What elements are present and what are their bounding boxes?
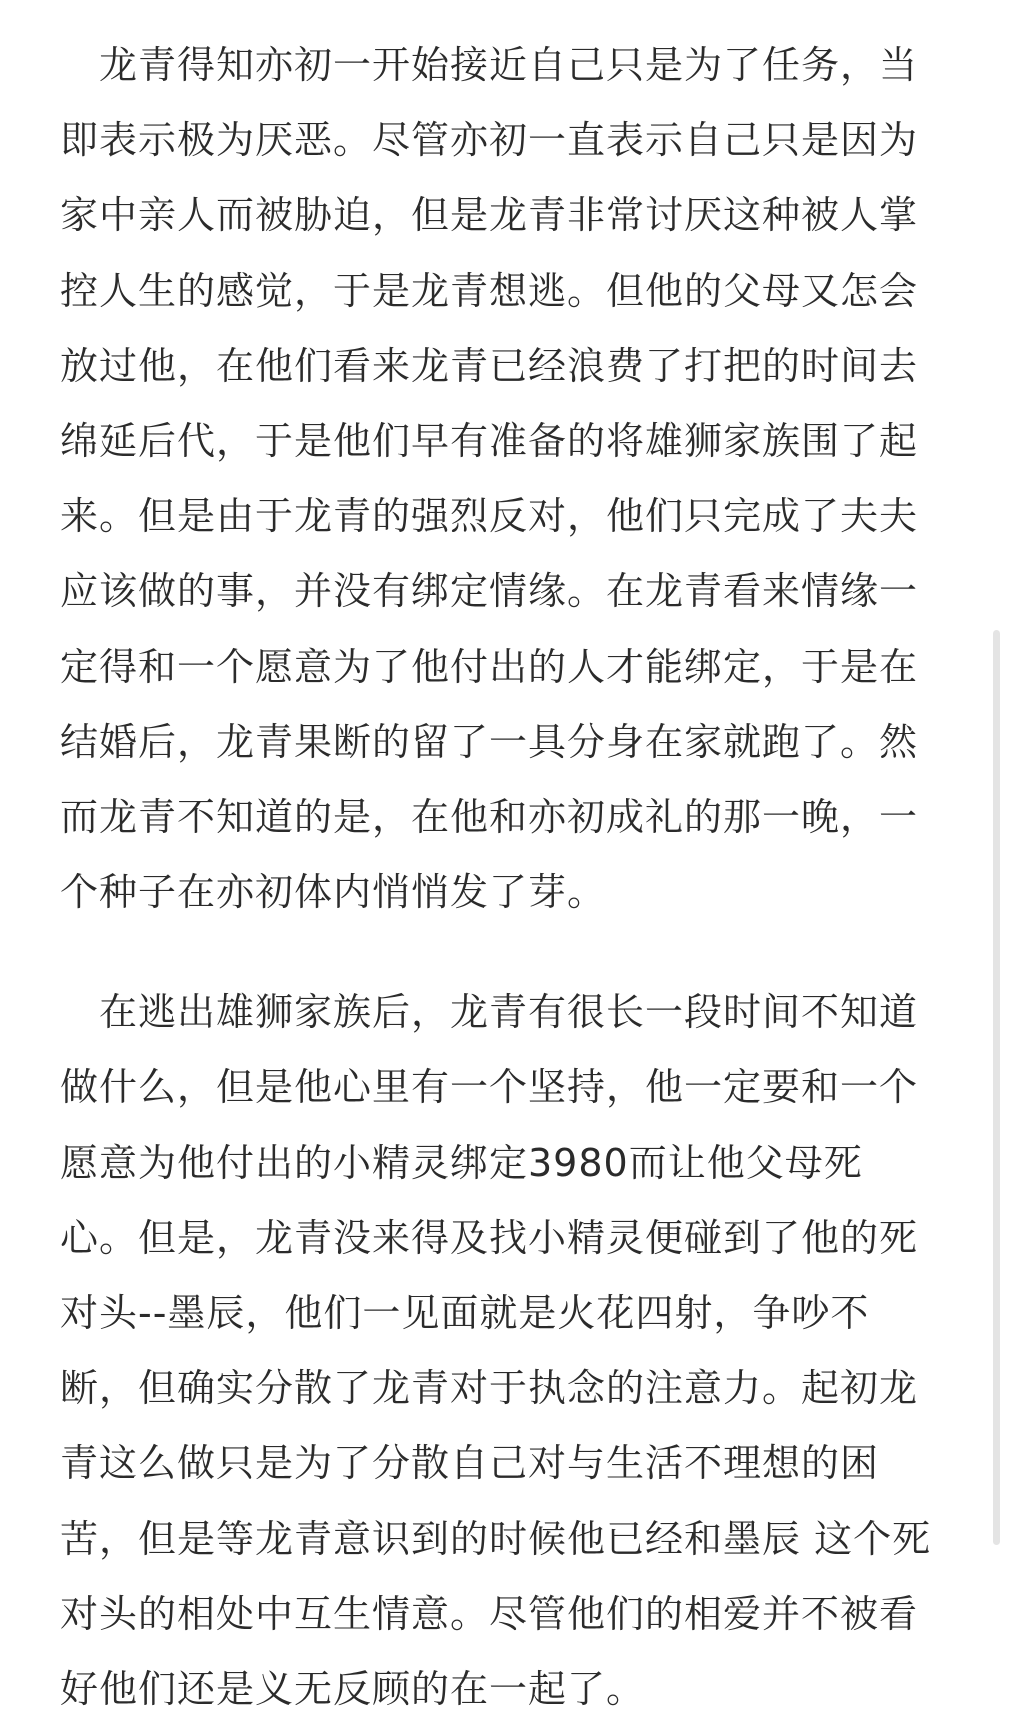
text-line: 绵延后代，于是他们早有准备的将雄狮家族围了起	[60, 418, 919, 463]
paragraph-2	[60, 975, 960, 1727]
text-line: 好他们还是义无反顾的在一起了。	[60, 1666, 646, 1711]
article-body	[60, 28, 960, 1727]
text-line: 对头的相处中互生情意。尽管他们的相爱并不被看	[60, 1591, 919, 1636]
text-line: 断，但确实分散了龙青对于执念的注意力。起初龙	[60, 1366, 919, 1411]
text-line: 心。但是，龙青没来得及找小精灵便碰到了他的死	[60, 1215, 919, 1260]
text-line: 个种子在亦初体内悄悄发了芽。	[60, 870, 607, 915]
text-line: 即表示极为厌恶。尽管亦初一直表示自己只是因为	[60, 118, 919, 163]
text-line: 放过他，在他们看来龙青已经浪费了打把的时间去	[60, 343, 919, 388]
text-line: 青这么做只是为了分散自己对与生活不理想的困	[60, 1441, 880, 1486]
text-line: 龙青得知亦初一开始接近自己只是为了任务，当	[60, 43, 919, 87]
text-line: 做什么，但是他心里有一个坚持，他一定要和一个	[60, 1065, 919, 1110]
text-line: 控人生的感觉，于是龙青想逃。但他的父母又怎会	[60, 268, 919, 313]
text-line: 来。但是由于龙青的强烈反对，他们只完成了夫夫	[60, 494, 919, 539]
text-line: 而龙青不知道的是，在他和亦初成礼的那一晚，一	[60, 794, 919, 839]
text-line: 苦，但是等龙青意识到的时候他已经和墨辰 这个死	[60, 1516, 932, 1561]
text-line: 在逃出雄狮家族后，龙青有很长一段时间不知道	[60, 990, 919, 1035]
text-line: 应该做的事，并没有绑定情缘。在龙青看来情缘一	[60, 569, 919, 614]
text-line: 愿意为他付出的小精灵绑定3980而让他父母死	[60, 1140, 863, 1185]
text-line: 结婚后，龙青果断的留了一具分身在家就跑了。然	[60, 719, 919, 764]
paragraph-1	[60, 28, 960, 930]
text-line: 家中亲人而被胁迫，但是龙青非常讨厌这种被人掌	[60, 193, 919, 238]
scrollbar-thumb[interactable]	[993, 630, 1000, 1545]
text-line: 定得和一个愿意为了他付出的人才能绑定，于是在	[60, 644, 919, 689]
text-line: 对头--墨辰，他们一见面就是火花四射，争吵不	[60, 1291, 870, 1335]
